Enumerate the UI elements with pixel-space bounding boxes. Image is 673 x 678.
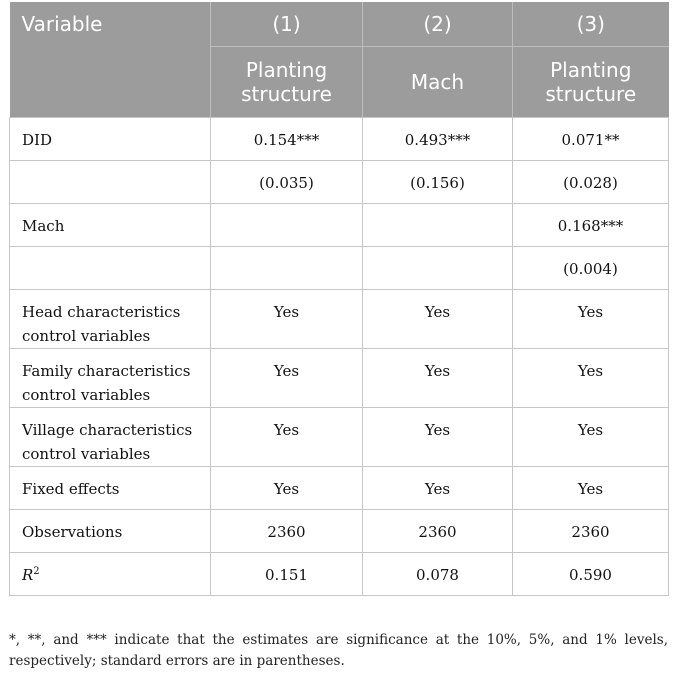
- table-row: [10, 467, 669, 510]
- cell-value: 2360: [513, 510, 669, 553]
- table-row: [10, 553, 669, 596]
- r-squared-superscript: 2: [33, 566, 40, 577]
- header-row-dependent: [10, 47, 669, 118]
- cell-value: Yes: [363, 290, 513, 349]
- cell-value: (0.035): [211, 161, 363, 204]
- regression-table: [9, 2, 669, 596]
- header-col-3-dependent: Planting structure: [513, 47, 669, 118]
- row-label-r-squared: [10, 553, 211, 596]
- table-row: [10, 204, 669, 247]
- row-label: Head characteristics control variables: [10, 290, 211, 349]
- cell-value: 0.151: [211, 553, 363, 596]
- cell-value: Yes: [513, 467, 669, 510]
- table-row: [10, 247, 669, 290]
- header-blank: [10, 47, 211, 118]
- row-label: [10, 247, 211, 290]
- table-row: [10, 349, 669, 408]
- header-row-numbers: [10, 2, 669, 47]
- cell-value: 2360: [363, 510, 513, 553]
- row-label: DID: [10, 118, 211, 161]
- header-col-1-number: (1): [211, 2, 363, 47]
- cell-value: 0.071**: [513, 118, 669, 161]
- cell-value: [363, 204, 513, 247]
- cell-value: [363, 247, 513, 290]
- r-squared-symbol: R: [22, 566, 34, 584]
- cell-value: Yes: [211, 349, 363, 408]
- cell-value: Yes: [211, 408, 363, 467]
- row-label: [10, 161, 211, 204]
- header-col-2-number: (2): [363, 2, 513, 47]
- header-col-3-number: (3): [513, 2, 669, 47]
- table-row: [10, 290, 669, 349]
- cell-value: 2360: [211, 510, 363, 553]
- cell-value: 0.154***: [211, 118, 363, 161]
- cell-value: Yes: [211, 290, 363, 349]
- header-col-2-dependent: Mach: [363, 47, 513, 118]
- cell-value: Yes: [363, 467, 513, 510]
- cell-value: (0.004): [513, 247, 669, 290]
- cell-value: Yes: [513, 290, 669, 349]
- cell-value: Yes: [211, 467, 363, 510]
- cell-value: 0.078: [363, 553, 513, 596]
- cell-value: 0.590: [513, 553, 669, 596]
- row-label: Fixed effects: [10, 467, 211, 510]
- table-row: [10, 408, 669, 467]
- cell-value: (0.156): [363, 161, 513, 204]
- row-label: Observations: [10, 510, 211, 553]
- table-row: [10, 118, 669, 161]
- cell-value: 0.493***: [363, 118, 513, 161]
- cell-value: 0.168***: [513, 204, 669, 247]
- header-variable: Variable: [10, 2, 211, 47]
- table-row: [10, 161, 669, 204]
- cell-value: Yes: [363, 349, 513, 408]
- cell-value: Yes: [513, 408, 669, 467]
- table-footnote: *, **, and *** indicate that the estimates are significance at the 10%, 5%, and 1% levels, respectively; standard errors are in parentheses.: [9, 632, 668, 669]
- row-label: Village characteristics control variables: [10, 408, 211, 467]
- cell-value: [211, 247, 363, 290]
- cell-value: Yes: [513, 349, 669, 408]
- header-col-1-dependent: Planting structure: [211, 47, 363, 118]
- cell-value: (0.028): [513, 161, 669, 204]
- row-label: Family characteristics control variables: [10, 349, 211, 408]
- table-row: [10, 510, 669, 553]
- cell-value: [211, 204, 363, 247]
- row-label: Mach: [10, 204, 211, 247]
- cell-value: Yes: [363, 408, 513, 467]
